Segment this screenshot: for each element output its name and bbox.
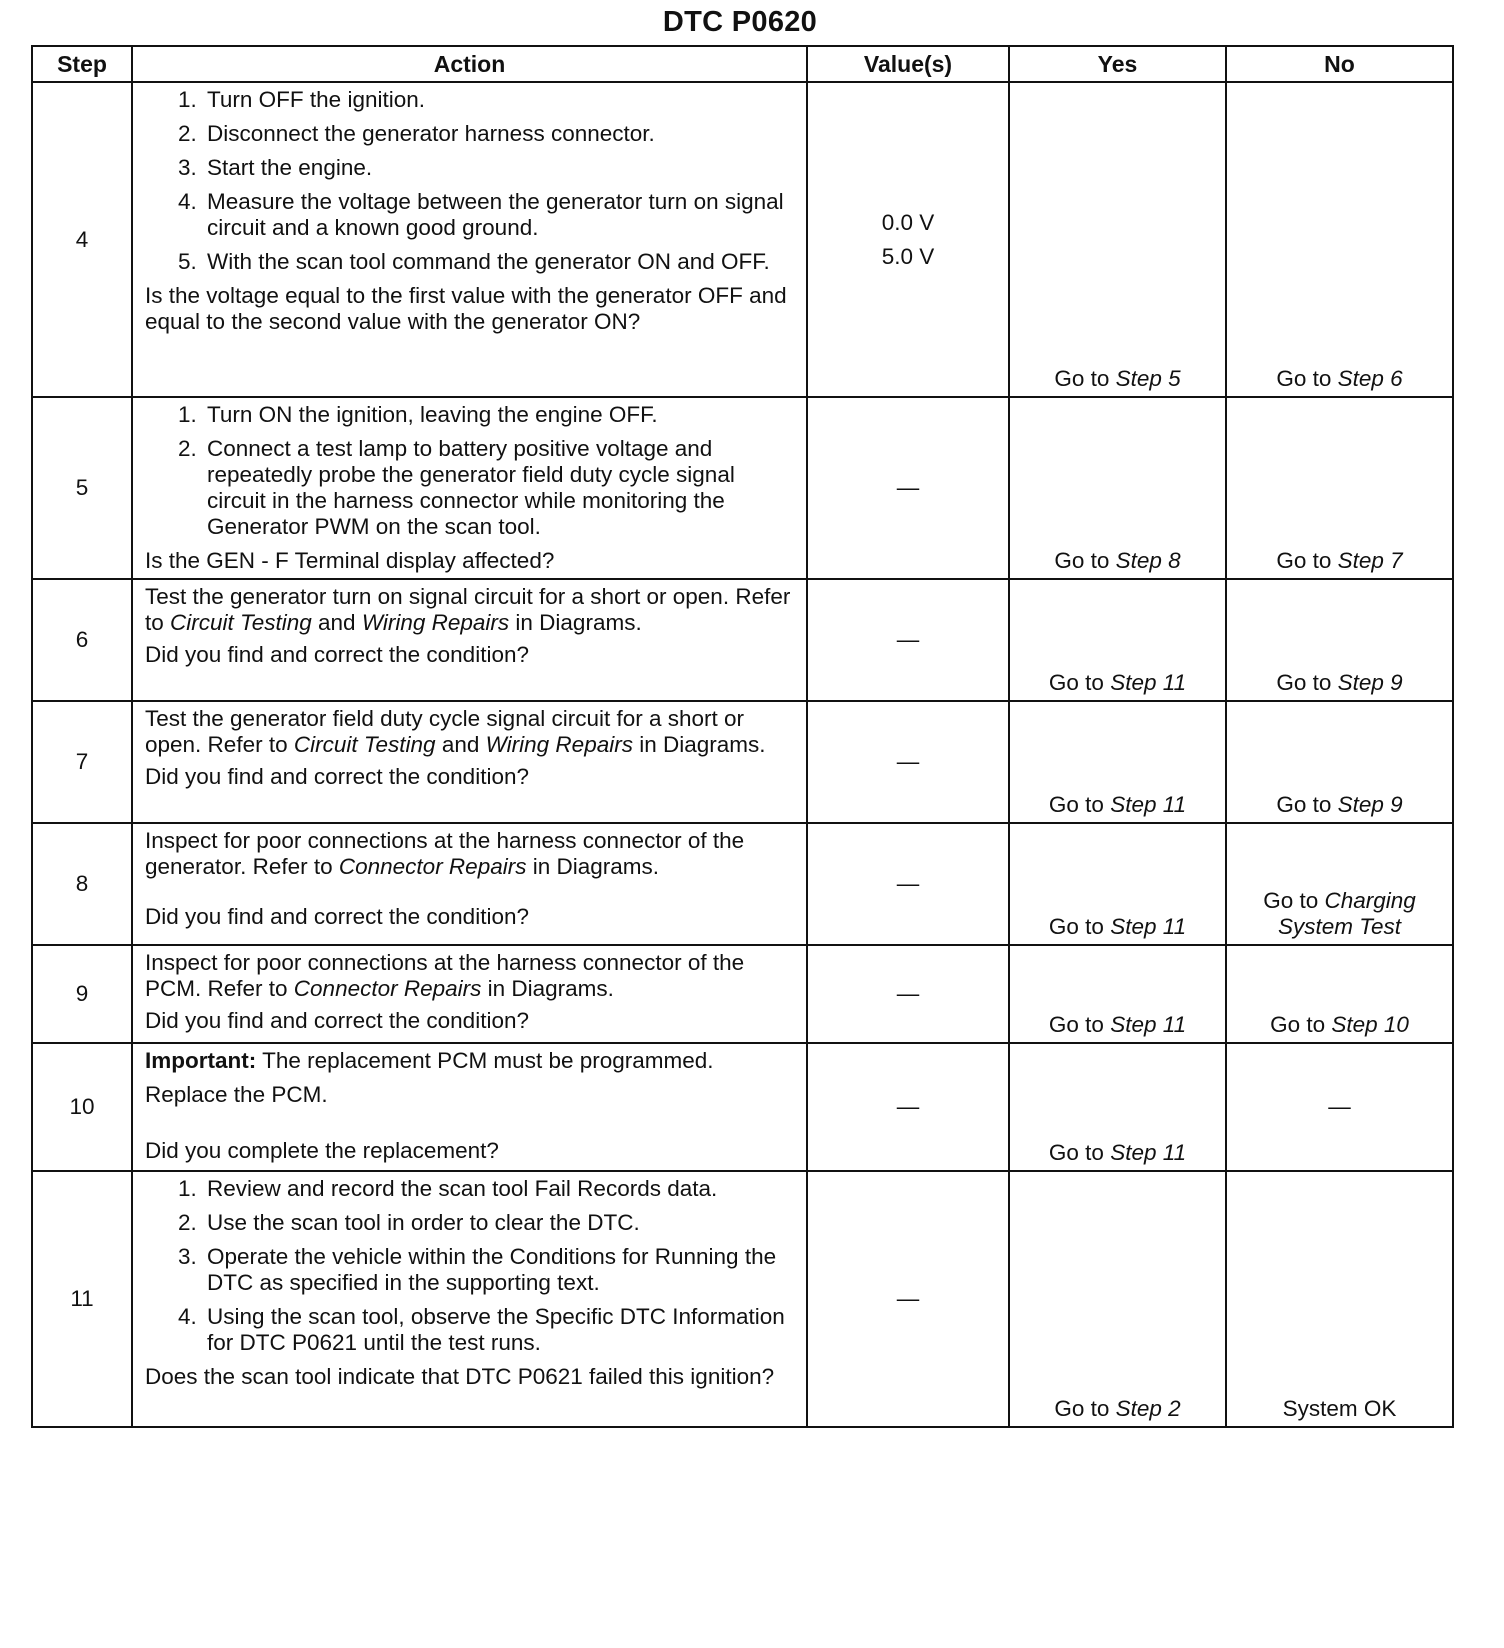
- action-cell: [132, 397, 807, 579]
- no-cell: [1226, 82, 1453, 397]
- reference-circuit-testing[interactable]: Circuit Testing: [293, 732, 436, 757]
- values-cell: —: [807, 823, 1009, 945]
- step-number: 11: [32, 1171, 132, 1427]
- no-prefix: Go to: [1270, 1012, 1332, 1037]
- action-text: Inspect for poor connections at the harness connector of the generator. Refer to Connector Repairs in Diagrams.: [145, 828, 745, 879]
- yes-prefix: Go to: [1048, 1012, 1111, 1037]
- action-list: [145, 87, 794, 275]
- reference-wiring-repairs[interactable]: Wiring Repairs: [485, 732, 633, 757]
- no-cell: [1226, 701, 1453, 823]
- action-text: Test the generator field duty cycle signal circuit for a short or open. Refer to Circuit Testing and Wiring Repairs in Diagrams.: [145, 706, 766, 757]
- page-title: DTC P0620: [662, 6, 818, 38]
- yes-step-link[interactable]: Step 2: [1115, 1396, 1181, 1421]
- no-step-link[interactable]: Step 6: [1337, 366, 1403, 391]
- list-item: 4. Measure the voltage between the generator turn on signal circuit and a known good ground.: [203, 189, 794, 241]
- list-item: 3. Start the engine.: [203, 155, 794, 181]
- no-charging-system-test-link[interactable]: Charging System Test: [1278, 888, 1416, 939]
- no-cell: [1226, 823, 1453, 945]
- action-text: Inspect for poor connections at the harness connector of the PCM. Refer to Connector Repairs in Diagrams.: [145, 950, 745, 1001]
- reference-circuit-testing[interactable]: Circuit Testing: [170, 610, 312, 635]
- header-action: Action: [132, 46, 807, 82]
- list-item: 2. Disconnect the generator harness connector.: [203, 121, 794, 147]
- yes-step-link[interactable]: Step 11: [1110, 914, 1187, 939]
- no-cell: System OK: [1226, 1171, 1453, 1427]
- question: Does the scan tool indicate that DTC P0621 failed this ignition?: [145, 1364, 775, 1389]
- list-item: 3. Operate the vehicle within the Conditions for Running the DTC as specified in the supporting text.: [203, 1244, 794, 1296]
- no-prefix: Go to: [1276, 792, 1338, 817]
- table-row: [32, 701, 1453, 823]
- values-cell: —: [807, 579, 1009, 701]
- question: Did you find and correct the condition?: [145, 764, 529, 789]
- table-row: [32, 1043, 1453, 1171]
- yes-step-link[interactable]: Step 11: [1110, 1012, 1187, 1037]
- no-step-link[interactable]: Step 9: [1337, 670, 1403, 695]
- table-row: [32, 82, 1453, 397]
- header-no: No: [1226, 46, 1453, 82]
- header-values: Value(s): [807, 46, 1009, 82]
- action-text: Replace the PCM.: [145, 1082, 328, 1107]
- yes-cell: [1009, 397, 1226, 579]
- action-list: [145, 1176, 794, 1356]
- important-label: Important:: [145, 1048, 257, 1073]
- question: Did you find and correct the condition?: [145, 904, 529, 929]
- values-cell: —: [807, 945, 1009, 1043]
- action-list: [145, 402, 794, 540]
- step-number: 6: [32, 579, 132, 701]
- no-prefix: Go to: [1276, 548, 1338, 573]
- question: Is the GEN - F Terminal display affected?: [145, 548, 555, 573]
- no-step-link[interactable]: Step 7: [1337, 548, 1403, 573]
- step-number: 5: [32, 397, 132, 579]
- no-cell: [1226, 397, 1453, 579]
- no-cell: [1226, 945, 1453, 1043]
- important-note: Important: The replacement PCM must be programmed.: [145, 1048, 714, 1073]
- reference-connector-repairs[interactable]: Connector Repairs: [293, 976, 482, 1001]
- question: Did you find and correct the condition?: [145, 642, 529, 667]
- table-header-row: [32, 46, 1453, 82]
- list-item: 2. Use the scan tool in order to clear the DTC.: [203, 1210, 794, 1236]
- yes-prefix: Go to: [1054, 1396, 1116, 1421]
- list-item: 5. With the scan tool command the generator ON and OFF.: [203, 249, 794, 275]
- reference-wiring-repairs[interactable]: Wiring Repairs: [361, 610, 510, 635]
- action-cell: [132, 823, 807, 945]
- step-number: 4: [32, 82, 132, 397]
- yes-step-link[interactable]: Step 8: [1115, 548, 1181, 573]
- yes-prefix: Go to: [1048, 1140, 1111, 1165]
- action-cell: [132, 82, 807, 397]
- yes-cell: [1009, 823, 1226, 945]
- action-cell: [132, 1043, 807, 1171]
- action-cell: [132, 945, 807, 1043]
- yes-cell: [1009, 1043, 1226, 1171]
- no-cell: [1226, 579, 1453, 701]
- list-item: 1. Turn ON the ignition, leaving the engine OFF.: [203, 402, 794, 428]
- table-row: [32, 1171, 1453, 1427]
- list-item: 4. Using the scan tool, observe the Specific DTC Information for DTC P0621 until the test runs.: [203, 1304, 794, 1356]
- yes-prefix: Go to: [1048, 670, 1111, 695]
- yes-prefix: Go to: [1048, 792, 1111, 817]
- yes-cell: [1009, 1171, 1226, 1427]
- table-row: [32, 823, 1453, 945]
- no-cell: —: [1226, 1043, 1453, 1171]
- yes-cell: [1009, 579, 1226, 701]
- no-prefix: Go to: [1263, 888, 1325, 913]
- action-cell: [132, 701, 807, 823]
- question: Is the voltage equal to the first value with the generator OFF and equal to the second value with the generator ON?: [145, 283, 787, 334]
- header-yes: Yes: [1009, 46, 1226, 82]
- no-step-link[interactable]: Step 9: [1337, 792, 1403, 817]
- action-cell: [132, 579, 807, 701]
- yes-prefix: Go to: [1048, 914, 1111, 939]
- values-cell: —: [807, 397, 1009, 579]
- yes-step-link[interactable]: Step 11: [1110, 1140, 1187, 1165]
- header-step: Step: [32, 46, 132, 82]
- list-item: 1. Review and record the scan tool Fail Records data.: [203, 1176, 794, 1202]
- list-item: 2. Connect a test lamp to battery positive voltage and repeatedly probe the generator field duty cycle signal circuit in the harness connector while monitoring the Generator PWM on the scan tool.: [203, 436, 794, 540]
- action-text: Test the generator turn on signal circuit for a short or open. Refer to Circuit Testing and Wiring Repairs in Diagrams.: [145, 584, 791, 635]
- table-row: [32, 397, 1453, 579]
- step-number: 9: [32, 945, 132, 1043]
- question: Did you complete the replacement?: [145, 1138, 499, 1163]
- yes-step-link[interactable]: Step 11: [1110, 792, 1187, 817]
- value-1: 0.0 V: [881, 209, 935, 235]
- step-number: 7: [32, 701, 132, 823]
- step-number: 10: [32, 1043, 132, 1171]
- question: Did you find and correct the condition?: [145, 1008, 529, 1033]
- action-cell: [132, 1171, 807, 1427]
- values-cell: —: [807, 1171, 1009, 1427]
- values-cell: —: [807, 1043, 1009, 1171]
- yes-step-link[interactable]: Step 5: [1115, 366, 1181, 391]
- table-row: [32, 945, 1453, 1043]
- values-cell: [807, 82, 1009, 397]
- values-cell: —: [807, 701, 1009, 823]
- reference-connector-repairs[interactable]: Connector Repairs: [338, 854, 527, 879]
- yes-prefix: Go to: [1054, 548, 1116, 573]
- value-2: 5.0 V: [881, 243, 935, 269]
- yes-prefix: Go to: [1054, 366, 1116, 391]
- no-prefix: Go to: [1276, 670, 1338, 695]
- table-row: [32, 579, 1453, 701]
- diagnostic-table: [31, 45, 1454, 1428]
- yes-cell: [1009, 945, 1226, 1043]
- list-item: 1. Turn OFF the ignition.: [203, 87, 794, 113]
- no-prefix: Go to: [1276, 366, 1338, 391]
- yes-cell: [1009, 82, 1226, 397]
- step-number: 8: [32, 823, 132, 945]
- yes-cell: [1009, 701, 1226, 823]
- no-step-link[interactable]: Step 10: [1331, 1012, 1409, 1037]
- yes-step-link[interactable]: Step 11: [1110, 670, 1187, 695]
